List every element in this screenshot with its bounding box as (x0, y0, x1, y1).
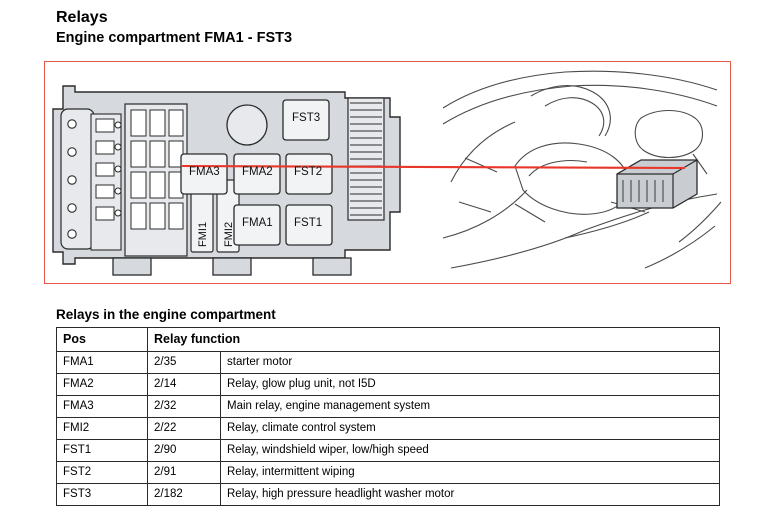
table-row (57, 440, 720, 462)
page-subtitle: Engine compartment FMA1 - FST3 (56, 30, 293, 46)
relay-label-fst1: FST1 (294, 217, 323, 229)
cell-number: 2/35 (148, 352, 221, 374)
cell-number: 2/90 (148, 440, 221, 462)
cell-pos: FMA1 (57, 352, 148, 374)
table-row (57, 484, 720, 506)
fuse-box-diagram-svg (45, 62, 730, 283)
cell-pos: FST2 (57, 462, 148, 484)
cell-pos: FMI2 (57, 418, 148, 440)
relay-label-fmi1: FMI1 (197, 221, 209, 247)
table-header-function: Relay function (148, 328, 720, 352)
relay-label-fmi2: FMI2 (223, 221, 235, 247)
relay-label-fma2: FMA2 (242, 166, 273, 178)
cell-description: starter motor (221, 352, 720, 374)
cell-number: 2/14 (148, 374, 221, 396)
relay-function-table (56, 327, 720, 506)
table-row (57, 374, 720, 396)
cell-description: Relay, glow plug unit, not I5D (221, 374, 720, 396)
cell-description: Main relay, engine management system (221, 396, 720, 418)
section-caption: Relays in the engine compartment (56, 307, 276, 322)
relay-label-fst3: FST3 (292, 112, 321, 124)
relay-label-fst2: FST2 (294, 166, 323, 178)
table-row (57, 418, 720, 440)
table-row (57, 462, 720, 484)
table-header-row (57, 328, 720, 352)
table-body (57, 352, 720, 506)
cell-pos: FST1 (57, 440, 148, 462)
cell-description: Relay, intermittent wiping (221, 462, 720, 484)
page-title: Relays (56, 9, 108, 26)
cell-pos: FMA2 (57, 374, 148, 396)
table-header-pos: Pos (57, 328, 148, 352)
page-title-block (56, 8, 292, 48)
cell-number: 2/91 (148, 462, 221, 484)
cell-description: Relay, windshield wiper, low/high speed (221, 440, 720, 462)
figure-frame (44, 61, 731, 284)
figure-illustration (45, 62, 730, 283)
cell-pos: FST3 (57, 484, 148, 506)
relay-label-fma3: FMA3 (189, 166, 220, 178)
relay-label-fma1: FMA1 (242, 217, 273, 229)
cell-description: Relay, high pressure headlight washer motor (221, 484, 720, 506)
table-row (57, 352, 720, 374)
table-row (57, 396, 720, 418)
cell-pos: FMA3 (57, 396, 148, 418)
cell-number: 2/182 (148, 484, 221, 506)
cell-number: 2/32 (148, 396, 221, 418)
cell-description: Relay, climate control system (221, 418, 720, 440)
cell-number: 2/22 (148, 418, 221, 440)
